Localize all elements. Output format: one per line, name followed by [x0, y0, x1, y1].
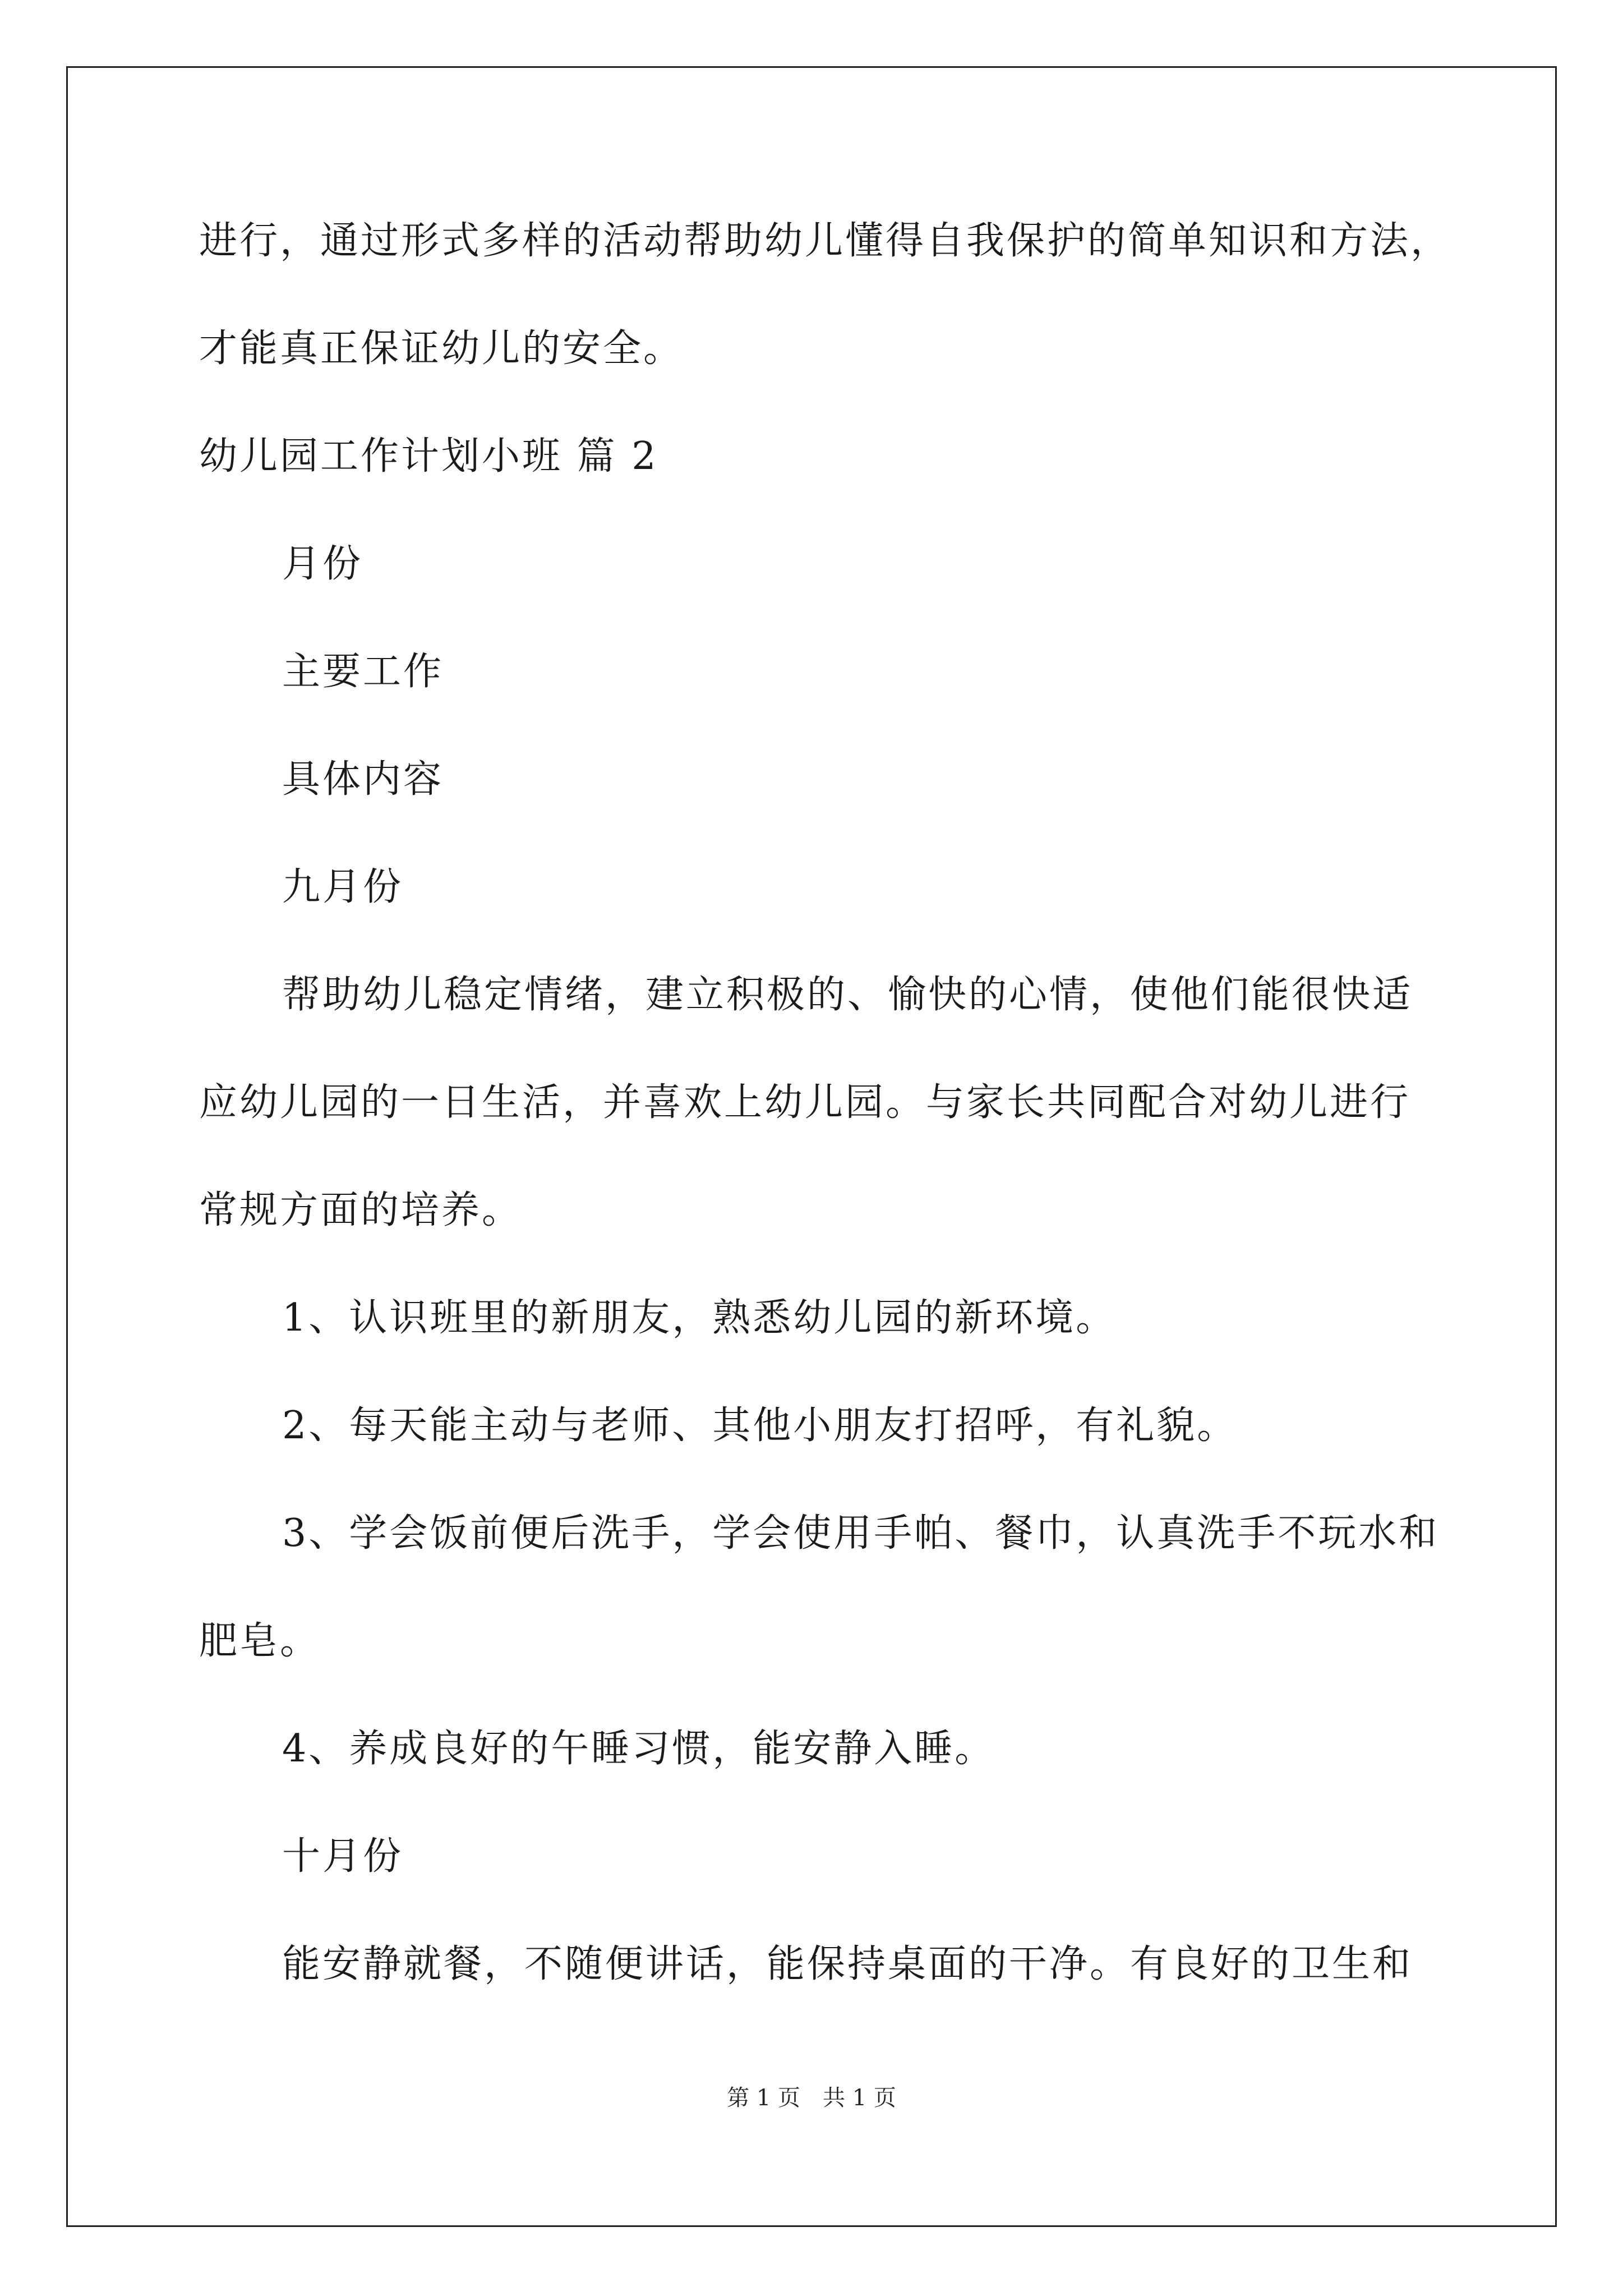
paragraph-line: 进行，通过形式多样的活动帮助幼儿懂得自我保护的简单知识和方法， — [199, 219, 1451, 263]
table-label-main-work: 主要工作 — [282, 650, 444, 694]
month-heading-september: 九月份 — [282, 865, 404, 909]
table-label-month: 月份 — [282, 542, 363, 586]
paragraph-line: 能安静就餐，不随便讲话，能保持桌面的干净。有良好的卫生和 — [282, 1942, 1413, 1986]
month-heading-october: 十月份 — [282, 1834, 404, 1879]
page-footer: 第 1 页 共 1 页 — [727, 2085, 896, 2111]
list-item: 1、认识班里的新朋友，熟悉幼儿园的新环境。 — [282, 1296, 1117, 1340]
table-label-content: 具体内容 — [282, 757, 444, 802]
paragraph-line: 才能真正保证幼儿的安全。 — [199, 326, 684, 371]
list-item: 2、每天能主动与老师、其他小朋友打招呼，有礼貌。 — [282, 1404, 1238, 1448]
list-item-continuation: 肥皂。 — [199, 1619, 321, 1663]
paragraph-line: 常规方面的培养。 — [199, 1188, 523, 1232]
paragraph-line: 应幼儿园的一日生活，并喜欢上幼儿园。与家长共同配合对幼儿进行 — [199, 1080, 1411, 1125]
paragraph-line: 帮助幼儿稳定情绪，建立积极的、愉快的心情，使他们能很快适 — [282, 973, 1413, 1017]
list-item: 4、养成良好的午睡习惯，能安静入睡。 — [282, 1727, 995, 1771]
section-heading: 幼儿园工作计划小班 篇 2 — [199, 434, 658, 478]
list-item: 3、学会饭前便后洗手，学会使用手帕、餐巾，认真洗手不玩水和 — [282, 1511, 1440, 1556]
page-border — [66, 66, 1557, 2227]
